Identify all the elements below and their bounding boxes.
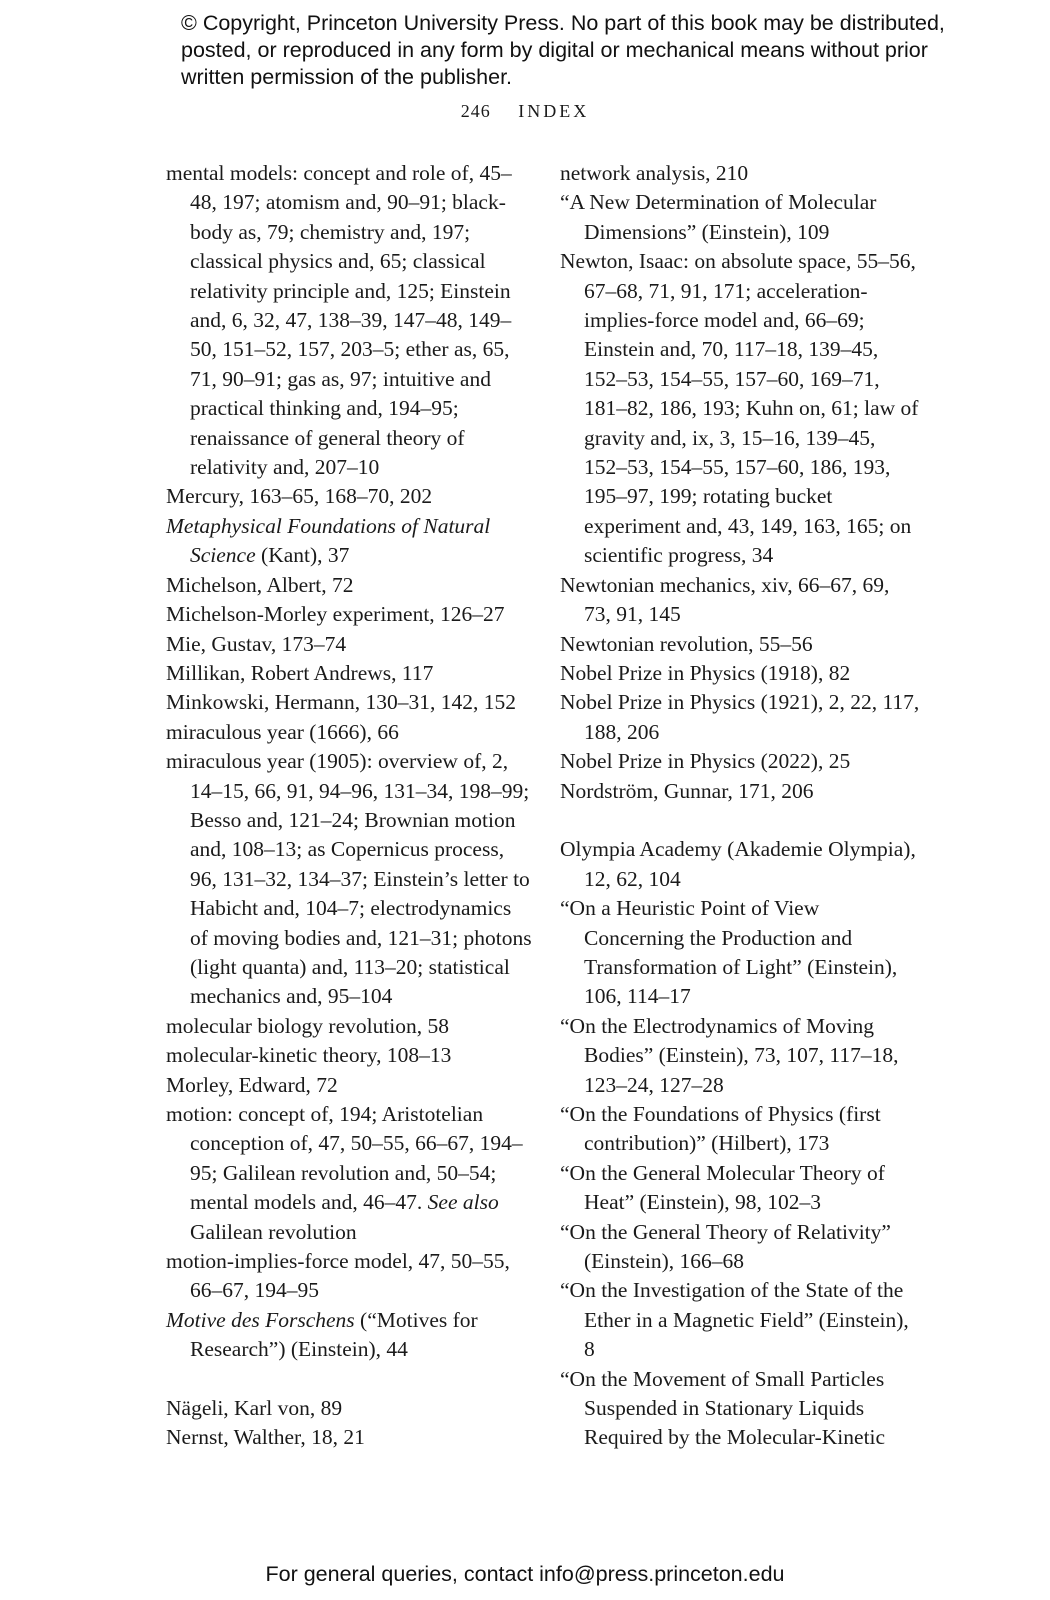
footer-contact: For general queries, contact info@press.princeton.edu (265, 1562, 785, 1586)
index-entry: Newtonian revolution, 55–56 (560, 631, 813, 656)
index-entry: Nägeli, Karl von, 89 (166, 1396, 343, 1421)
index-entry: “On the Movement of Small Particles Suspended in Stationary Liquids Required by the Molecular-Kinetic (560, 1366, 886, 1450)
index-entry: “On the General Molecular Theory of Heat” (Einstein), 98, 102–3 (560, 1160, 885, 1215)
entry-text: (Kant), 37 (255, 543, 350, 568)
index-entry (166, 512, 532, 571)
index-entry: Millikan, Robert Andrews, 117 (166, 660, 434, 685)
index-entry (166, 1306, 532, 1365)
index-entry: miraculous year (1666), 66 (166, 719, 399, 744)
index-entry: Nobel Prize in Physics (2022), 25 (560, 749, 851, 774)
index-entry: motion-implies-force model, 47, 50–55, 66–67, 194–95 (166, 1249, 510, 1303)
index-entry: Nernst, Walther, 18, 21 (166, 1425, 365, 1450)
index-column-right (560, 159, 920, 1453)
section-title: INDEX (518, 101, 590, 121)
index-entry: miraculous year (1905): overview of, 2, 14–15, 66, 91, 94–96, 131–34, 198–99; Besso and, 121–24; Brownian motion and, 108–13; as Copernicus process, 96, 131–32, 134–37; Einstein’s letter to Habicht and, 104–7; electrodynamics of moving bodies and, 121–31; photons (light quanta) and, 113–20; statistical mechanics and, 95–104 (166, 749, 532, 1009)
index-entry: “On the Foundations of Physics (first contribution)” (Hilbert), 173 (560, 1101, 881, 1156)
entry-title-italic: Motive des Forschens (166, 1307, 355, 1332)
index-entry: Nobel Prize in Physics (1921), 2, 22, 117, 188, 206 (560, 690, 920, 744)
index-entry: “On the Investigation of the State of the Ether in a Magnetic Field” (Einstein), 8 (560, 1278, 909, 1362)
entry-text: motion: concept of, 194; Aristotelian conception of, 47, 50–55, 66–67, 194–95; Galilean revolution and, 50–54; mental models and, 46–47. (166, 1102, 523, 1215)
entry-text: Galilean revolution (190, 1219, 357, 1244)
index-entry: Newton, Isaac: on absolute space, 55–56, 67–68, 71, 91, 171; acceleration-implies-force model and, 66–69; Einstein and, 70, 117–18, 139–45, 152–53, 154–55, 157–60, 169–71, 181–82, 186, 193; Kuhn on, 61; law of gravity and, ix, 3, 15–16, 139–45, 152–53, 154–55, 157–60, 186, 193, 195–97, 199; rotating bucket experiment and, 43, 149, 163, 165; on scientific progress, 34 (560, 249, 919, 568)
index-entry: Mercury, 163–65, 168–70, 202 (166, 484, 433, 509)
index-entry: molecular-kinetic theory, 108–13 (166, 1043, 452, 1068)
index-entry (166, 1100, 532, 1247)
index-entry: Morley, Edward, 72 (166, 1072, 338, 1097)
page-number: 246 (460, 101, 491, 121)
index-entry: Newtonian mechanics, xiv, 66–67, 69, 73, 91, 145 (560, 572, 890, 627)
index-entry: “On the Electrodynamics of Moving Bodies” (Einstein), 73, 107, 117–18, 123–24, 127–28 (560, 1013, 899, 1097)
index-entry: Olympia Academy (Akademie Olympia), 12, 62, 104 (560, 837, 916, 891)
letter-group-gap (166, 1365, 532, 1394)
index-entry: network analysis, 210 (560, 161, 749, 185)
index-entry: molecular biology revolution, 58 (166, 1013, 450, 1038)
index-entry: mental models: concept and role of, 45–48, 197; atomism and, 90–91; black-body as, 79; chemistry and, 197; classical physics and, 65; classical relativity principle and, 125; Einstein and, 6, 32, 47, 138–39, 147–48, 149–50, 151–52, 157, 203–5; ether as, 65, 71, 90–91; gas as, 97; intuitive and practical thinking and, 194–95; renaissance of general theory of relativity and, 207–10 (166, 161, 512, 480)
entry-text: (“Motives for Research”) (Einstein), 44 (190, 1307, 478, 1362)
index-column-left (166, 159, 532, 1453)
see-also-italic: See also (427, 1190, 499, 1215)
index-entry: Minkowski, Hermann, 130–31, 142, 152 (166, 690, 516, 715)
index-entry: Mie, Gustav, 173–74 (166, 631, 347, 656)
index-entry: “On the General Theory of Relativity” (Einstein), 166–68 (560, 1219, 891, 1274)
running-head (0, 98, 1050, 124)
entry-title-italic: Metaphysical Foundations of Natural Science (166, 513, 491, 568)
index-entry: Nobel Prize in Physics (1918), 82 (560, 660, 851, 685)
index-entry: “A New Determination of Molecular Dimensions” (Einstein), 109 (560, 190, 877, 244)
index-entry: Michelson-Morley experiment, 126–27 (166, 602, 505, 627)
index-entry: Michelson, Albert, 72 (166, 572, 354, 597)
copyright-notice: © Copyright, Princeton University Press. No part of this book may be distributed, posted, or reproduced in any form by digital or mechanical means without prior written permission of the publisher. (181, 11, 945, 89)
index-entry: Nordström, Gunnar, 171, 206 (560, 778, 814, 803)
letter-group-gap (560, 806, 920, 835)
index-entry: “On a Heuristic Point of View Concerning the Production and Transformation of Light” (Einstein), 106, 114–17 (560, 896, 898, 1009)
